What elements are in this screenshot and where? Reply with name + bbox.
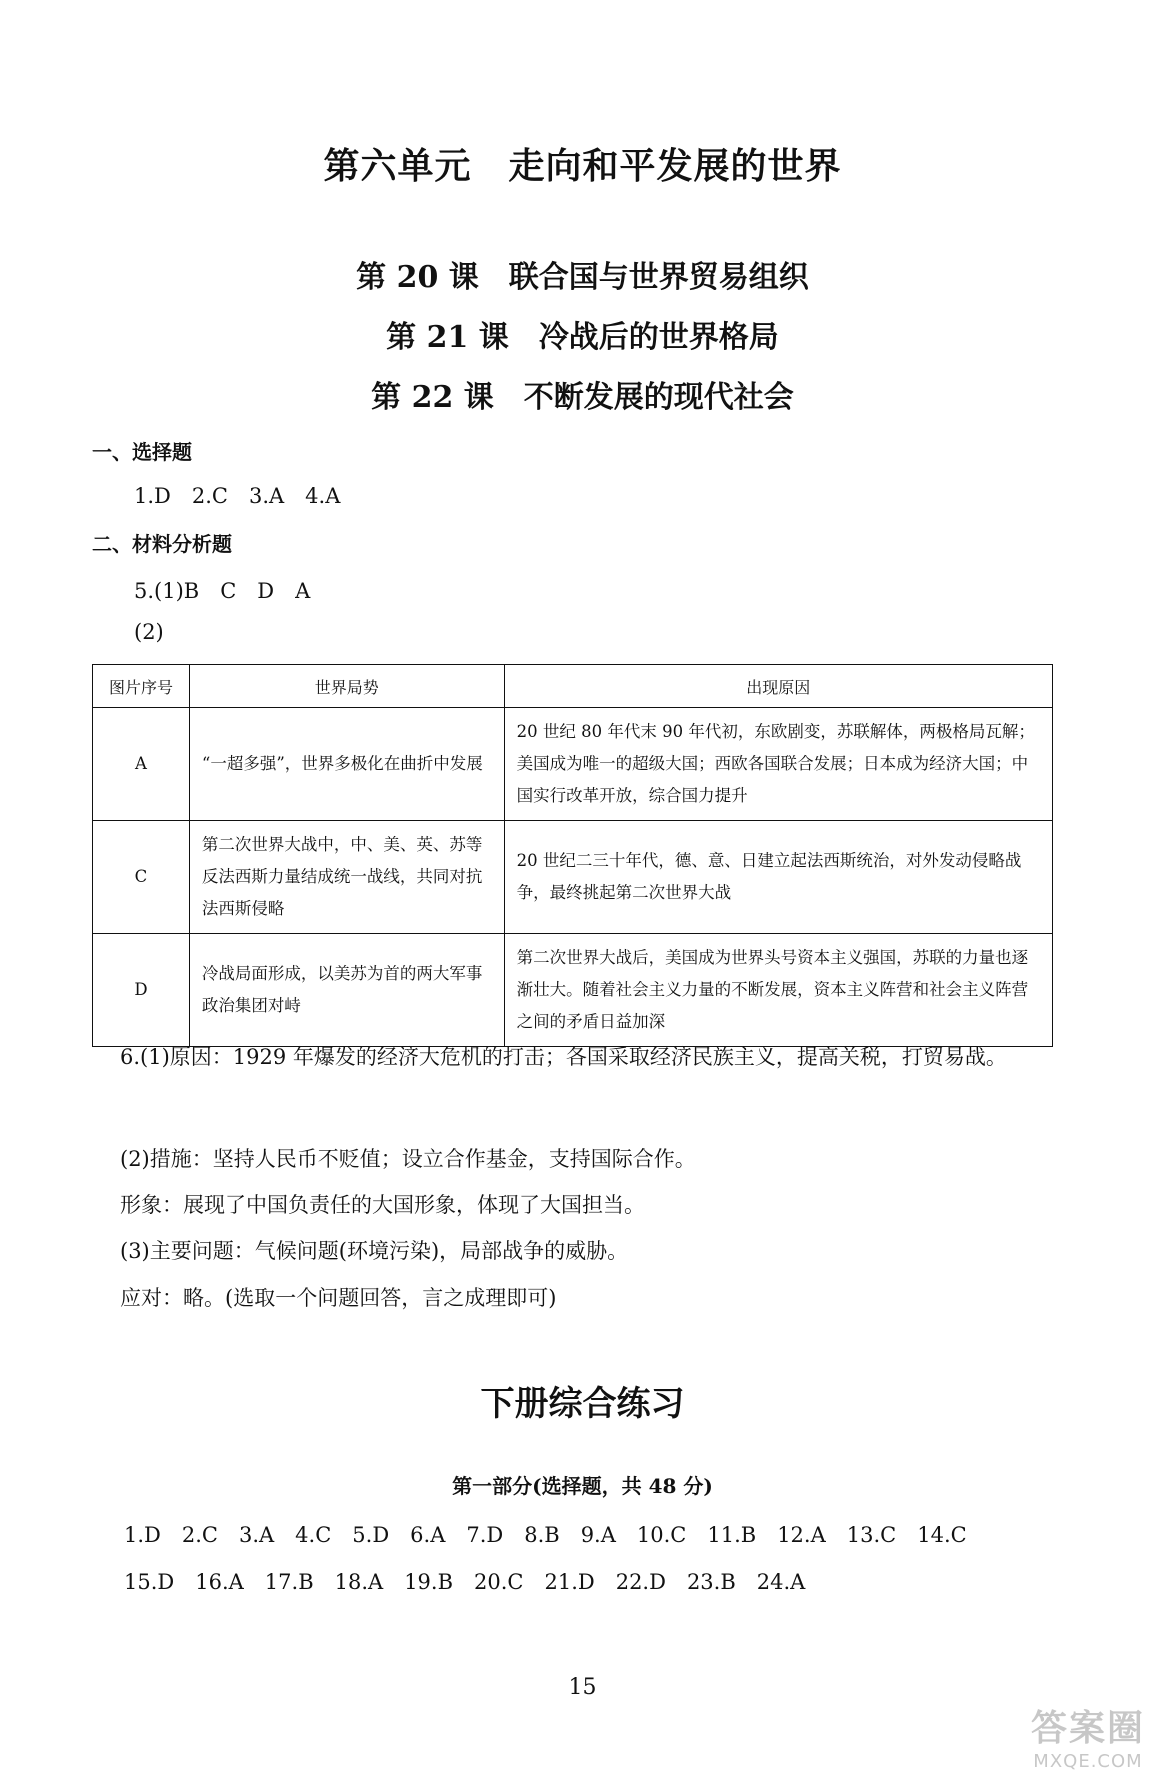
page-number: 15: [568, 1675, 597, 1700]
table-row: [93, 708, 1053, 821]
q6-part2-image: 形象：展现了中国负责任的大国形象，体现了大国担当。: [120, 1193, 645, 1217]
q6-part3-response: 应对：略。(选取一个问题回答，言之成理即可): [120, 1286, 557, 1310]
watermark-text: 答案圈: [1030, 1707, 1145, 1749]
table-header: 世界局势: [189, 665, 504, 708]
table-cell-reason: 20 世纪二三十年代，德、意、日建立起法西斯统治，对外发动侵略战争，最终挑起第二次世界大战: [504, 821, 1052, 934]
table-cell-reason: 20 世纪 80 年代末 90 年代初，东欧剧变，苏联解体，两极格局瓦解；美国成为唯一的超级大国；西欧各国联合发展；日本成为经济大国；中国实行改革开放，综合国力提升: [504, 708, 1052, 821]
lesson-title-21: 第 21 课 冷战后的世界格局: [386, 320, 779, 355]
watermark-logo: [1023, 1700, 1153, 1772]
table-cell-situation: 第二次世界大战中，中、美、英、苏等反法西斯力量结成统一战线，共同对抗法西斯侵略: [189, 821, 504, 934]
review-title: 下册综合练习: [480, 1384, 685, 1424]
choice-answers: 1.D 2.C 3.A 4.A: [134, 484, 341, 508]
lesson-title-20: 第 20 课 联合国与世界贸易组织: [356, 260, 809, 295]
review-answers-row2: 15.D 16.A 17.B 18.A 19.B 20.C 21.D 22.D 23.B 24.A: [124, 1570, 806, 1594]
table-cell-reason: 第二次世界大战后，美国成为世界头号资本主义强国，苏联的力量也逐渐壮大。随着社会主义力量的不断发展，资本主义阵营和社会主义阵营之间的矛盾日益加深: [504, 934, 1052, 1047]
table-cell-id: A: [93, 708, 190, 821]
table-row: [93, 821, 1053, 934]
part1-heading: 第一部分(选择题，共 48 分): [452, 1474, 713, 1498]
watermark-url: MXQE.COM: [1033, 1751, 1143, 1772]
q6-part1-answer: 6.(1)原因：1929 年爆发的经济大危机的打击；各国采取经济民族主义，提高关税，打贸易战。: [120, 1045, 1007, 1069]
section-heading-choice: 一、选择题: [92, 440, 192, 464]
q5-part2-label: (2): [134, 620, 164, 644]
section-heading-analysis: 二、材料分析题: [92, 532, 232, 556]
q5-part1-answer: 5.(1)B C D A: [134, 579, 311, 603]
analysis-table: [92, 664, 1053, 1047]
table-header: 出现原因: [504, 665, 1052, 708]
q6-part3-problems: (3)主要问题：气候问题(环境污染)，局部战争的威胁。: [120, 1239, 629, 1263]
table-cell-id: C: [93, 821, 190, 934]
table-header-row: [93, 665, 1053, 708]
table-cell-situation: 冷战局面形成，以美苏为首的两大军事政治集团对峙: [189, 934, 504, 1047]
table-cell-id: D: [93, 934, 190, 1047]
unit-title: 第六单元 走向和平发展的世界: [323, 145, 842, 187]
table-cell-situation: “一超多强”，世界多极化在曲折中发展: [189, 708, 504, 821]
review-answers-row1: 1.D 2.C 3.A 4.C 5.D 6.A 7.D 8.B 9.A 10.C 11.B 12.A 13.C 14.C: [124, 1523, 967, 1547]
lesson-title-22: 第 22 课 不断发展的现代社会: [371, 380, 794, 415]
q6-part2-measures: (2)措施：坚持人民币不贬值；设立合作基金，支持国际合作。: [120, 1147, 696, 1171]
table-row: [93, 934, 1053, 1047]
table-header: 图片序号: [93, 665, 190, 708]
